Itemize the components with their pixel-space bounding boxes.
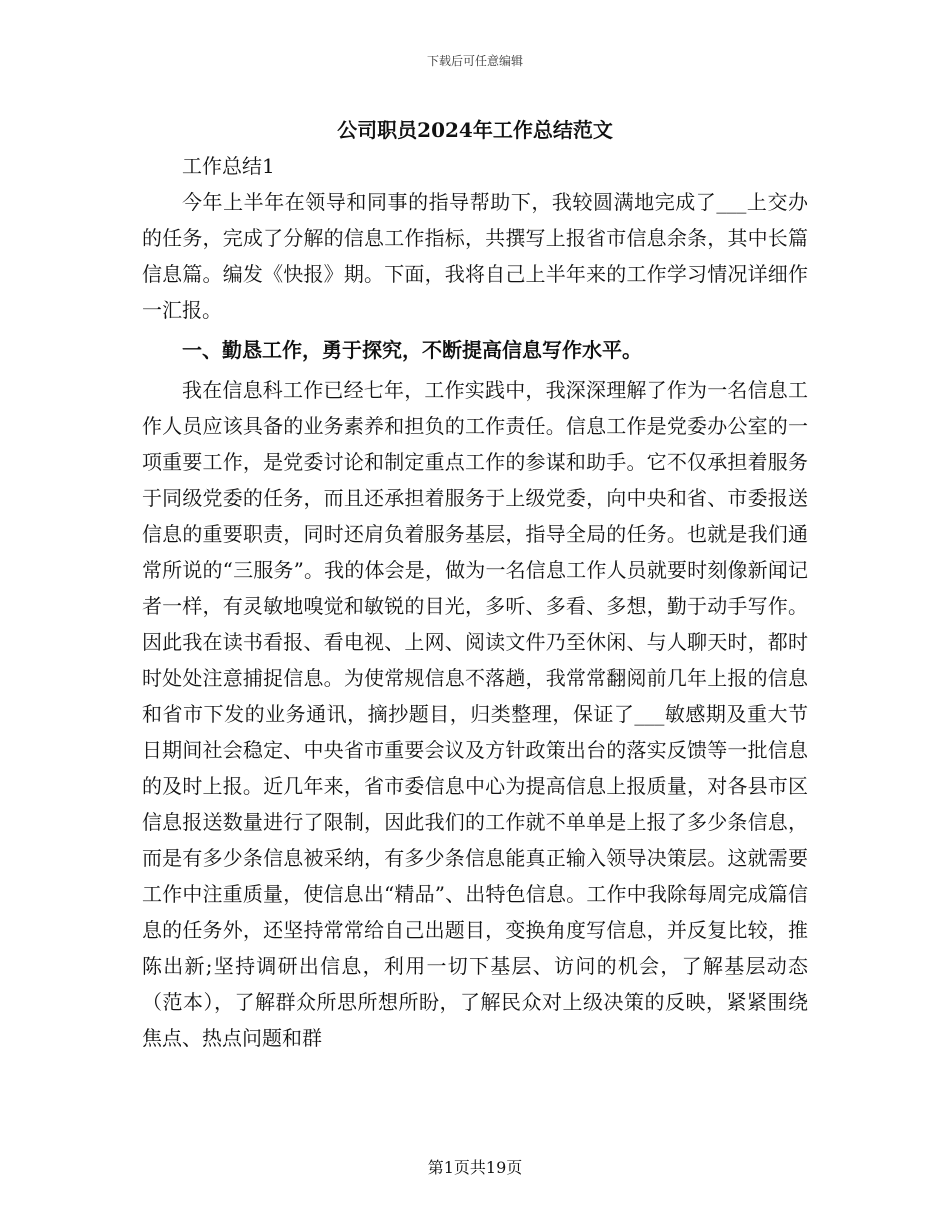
intro-paragraph: 今年上半年在领导和同事的指导帮助下，我较圆满地完成了___上交办的任务，完成了分解的信息工作指标，共撰写上报省市信息余条，其中长篇信息篇。编发《快报》期。下面，我将自己上半年来的工作学习情况详细作一汇报。 <box>142 190 808 322</box>
page-header-note: 下载后可任意编辑 <box>426 54 523 68</box>
document-title: 公司职员2024年工作总结范文 <box>337 118 613 142</box>
body-paragraph: 我在信息科工作已经七年，工作实践中，我深深理解了作为一名信息工作人员应该具备的业务素养和担负的工作责任。信息工作是党委办公室的一项重要工作，是党委讨论和制定重点工作的参谋和助手。它不仅承担着服务于同级党委的任务，而且还承担着服务于上级党委，向中央和省、市委报送信息的重要职责，同时还肩负着服务基层，指导全局的任务。也就是我们通常所说的“三服务”。我的体会是，做为一名信息工作人员就要时刻像新闻记者一样，有灵敏地嗅觉和敏锐的目光，多听、多看、多想，勤于动手写作。因此我在读书看报、看电视、上网、阅读文件乃至休闲、与人聊天时，都时时处处注意捕捉信息。为使常规信息不落趟，我常常翻阅前几年上报的信息和省市下发的业务通讯，摘抄题目，归类整理，保证了___敏感期及重大节日期间社会稳定、中央省市重要会议及方针政策出台的落实反馈等一批信息的及时上报。近几年来，省市委信息中心为提高信息上报质量，对各县市区信息报送数量进行了限制，因此我们的工作就不单单是上报了多少条信息，而是有多少条信息被采纳，有多少条信息能真正输入领导决策层。这就需要工作中注重质量，使信息出“精品”、出特色信息。工作中我除每周完成篇信息的任务外，还坚持常常给自己出题目，变换角度写信息，并反复比较，推陈出新;坚持调研出信息，利用一切下基层、访问的机会，了解基层动态（范本），了解群众所思所想所盼，了解民众对上级决策的反映，紧紧围绕焦点、热点问题和群 <box>142 378 808 1050</box>
document-body <box>142 148 808 1056</box>
page-footer-number: 第1页共19页 <box>427 1158 523 1177</box>
section-heading: 一、勤恳工作，勇于探究，不断提高信息写作水平。 <box>182 338 642 362</box>
section-label: 工作总结1 <box>182 154 275 178</box>
